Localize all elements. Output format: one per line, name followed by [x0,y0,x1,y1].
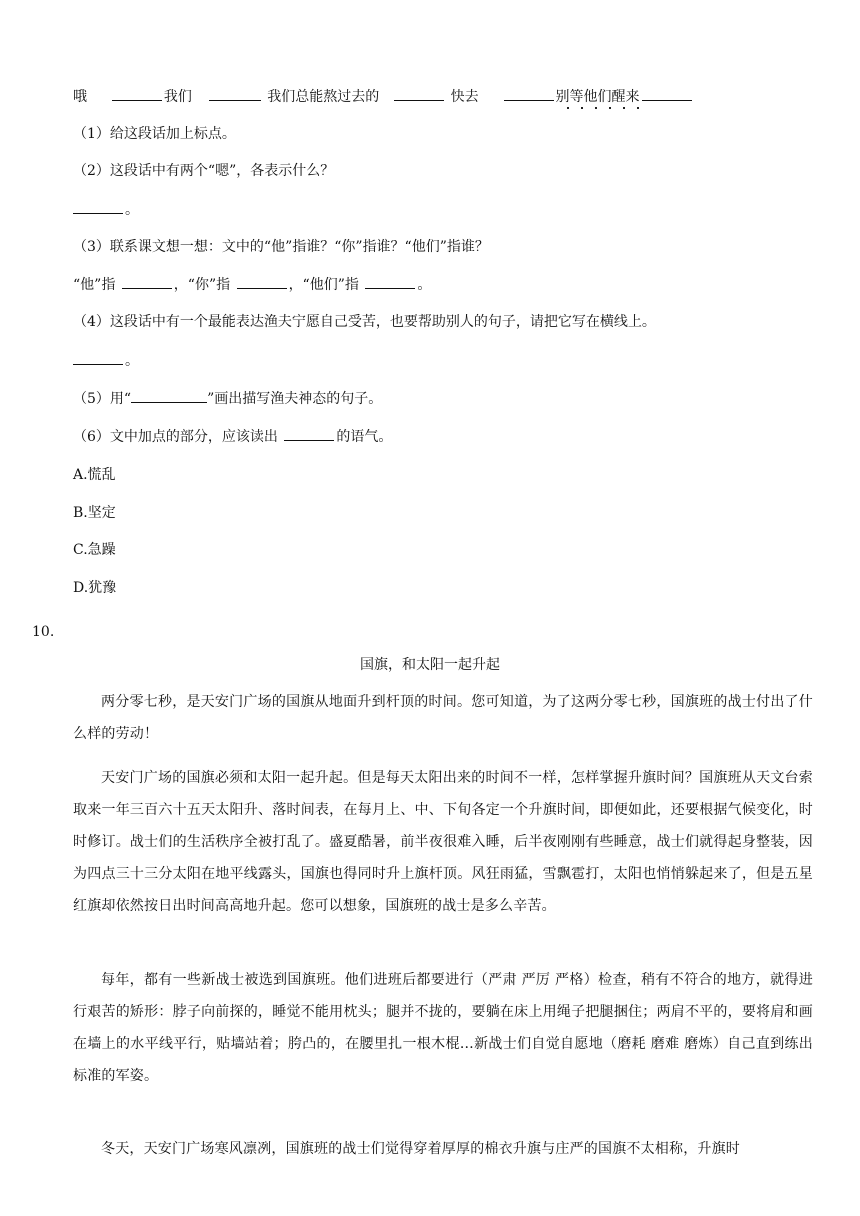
question-number: 10. [32,624,55,640]
article-title: 国旗，和太阳一起升起 [360,657,500,673]
question-2: （2）这段话中有两个“嗯”，各表示什么？ [73,163,335,179]
passage-line [73,86,694,107]
question-6 [73,426,392,447]
option-d[interactable]: D.犹豫 [73,580,117,596]
article-paragraph: 每年，都有一些新战士被选到国旗班。他们进班后都要进行（严肃 严厉 严格）检查，稍有不符合的地方，就得进行艰苦的矫形：脖子向前探的，睡觉不能用枕头；腿并不拢的，要躺在床上用绳子把腿捆住；两肩不平的，要将肩和画在墙上的水平线平行，贴墙站着；胯凸的，在腰里扎一根木棍…新战士们自觉自愿地（磨耗 磨难 磨炼）自己直到练出标准的军姿。 [73,972,813,1084]
answer-label: “他”指 [73,277,116,293]
question-4-answer [73,350,139,371]
answer-label: ，“他们”指 [288,277,359,293]
passage-segment: 我们总能熬过去的 [267,89,380,105]
article-paragraph: 天安门广场的国旗必须和太阳一起升起。但是每天太阳出来的时间不一样，怎样掌握升旗时间？国旗班从天文台索取来一年三百六十五天太阳升、落时间表，在每月上、中、下旬各定一个升旗时间，即便如此，还要根据气候变化，时时修订。战士们的生活秩序全被打乱了。盛夏酷暑，前半夜很难入睡，后半夜刚刚有些睡意，战士们就得起身整装，因为四点三十三分太阳在地平线露头，国旗也得同时升上旗杆顶。风狂雨猛，雪飘雹打，太阳也悄悄躲起来了，但是五星红旗却依然按日出时间高高地升起。您可以想象，国旗班的战士是多么辛苦。 [73,770,813,914]
question-5 [73,388,382,409]
question-4: （4）这段话中有一个最能表达渔夫宁愿自己受苦，也要帮助别人的句子，请把它写在横线上。 [73,314,656,330]
period: 。 [417,277,432,293]
answer-blank[interactable] [131,388,207,403]
answer-blank[interactable] [284,426,334,441]
question-text: （5）用“ [73,391,132,407]
option-c[interactable]: C.急躁 [73,542,116,558]
question-2-answer [73,199,139,220]
answer-blank[interactable] [365,274,415,289]
question-text: ”画出描写渔夫神态的句子。 [207,391,383,407]
passage-segment: 快去 [450,89,479,105]
answer-blank[interactable] [237,274,287,289]
article-paragraph: 冬天，天安门广场寒风凛冽，国旗班的战士们觉得穿着厚厚的棉衣升旗与庄严的国旗不太相称，升旗时 [101,1141,740,1157]
answer-blank[interactable] [394,86,444,101]
passage-segment: 我们 [163,89,192,105]
question-3: （3）联系课文想一想：文中的“他”指谁？“你”指谁？“他们”指谁？ [73,239,489,255]
answer-blank[interactable] [73,199,123,214]
question-3-answer [73,274,431,295]
answer-blank[interactable] [209,86,261,101]
answer-blank[interactable] [642,86,692,101]
option-b[interactable]: B.坚定 [73,505,116,521]
answer-blank[interactable] [73,350,123,365]
period: 。 [125,353,139,369]
answer-blank[interactable] [122,274,172,289]
question-text: 的语气。 [336,429,393,445]
answer-blank[interactable] [504,86,554,101]
dotted-emphasis: 别等他们醒来 [555,89,640,105]
question-1: （1）给这段话加上标点。 [73,126,236,142]
question-text: （6）文中加点的部分，应该读出 [73,429,278,445]
article-paragraph: 两分零七秒，是天安门广场的国旗从地面升到杆顶的时间。您可知道，为了这两分零七秒，国旗班的战士付出了什么样的劳动！ [73,694,813,742]
passage-segment: 哦 [73,89,87,105]
answer-label: ，“你”指 [173,277,231,293]
period: 。 [125,202,139,218]
answer-blank[interactable] [112,86,162,101]
option-a[interactable]: A.慌乱 [73,467,116,483]
